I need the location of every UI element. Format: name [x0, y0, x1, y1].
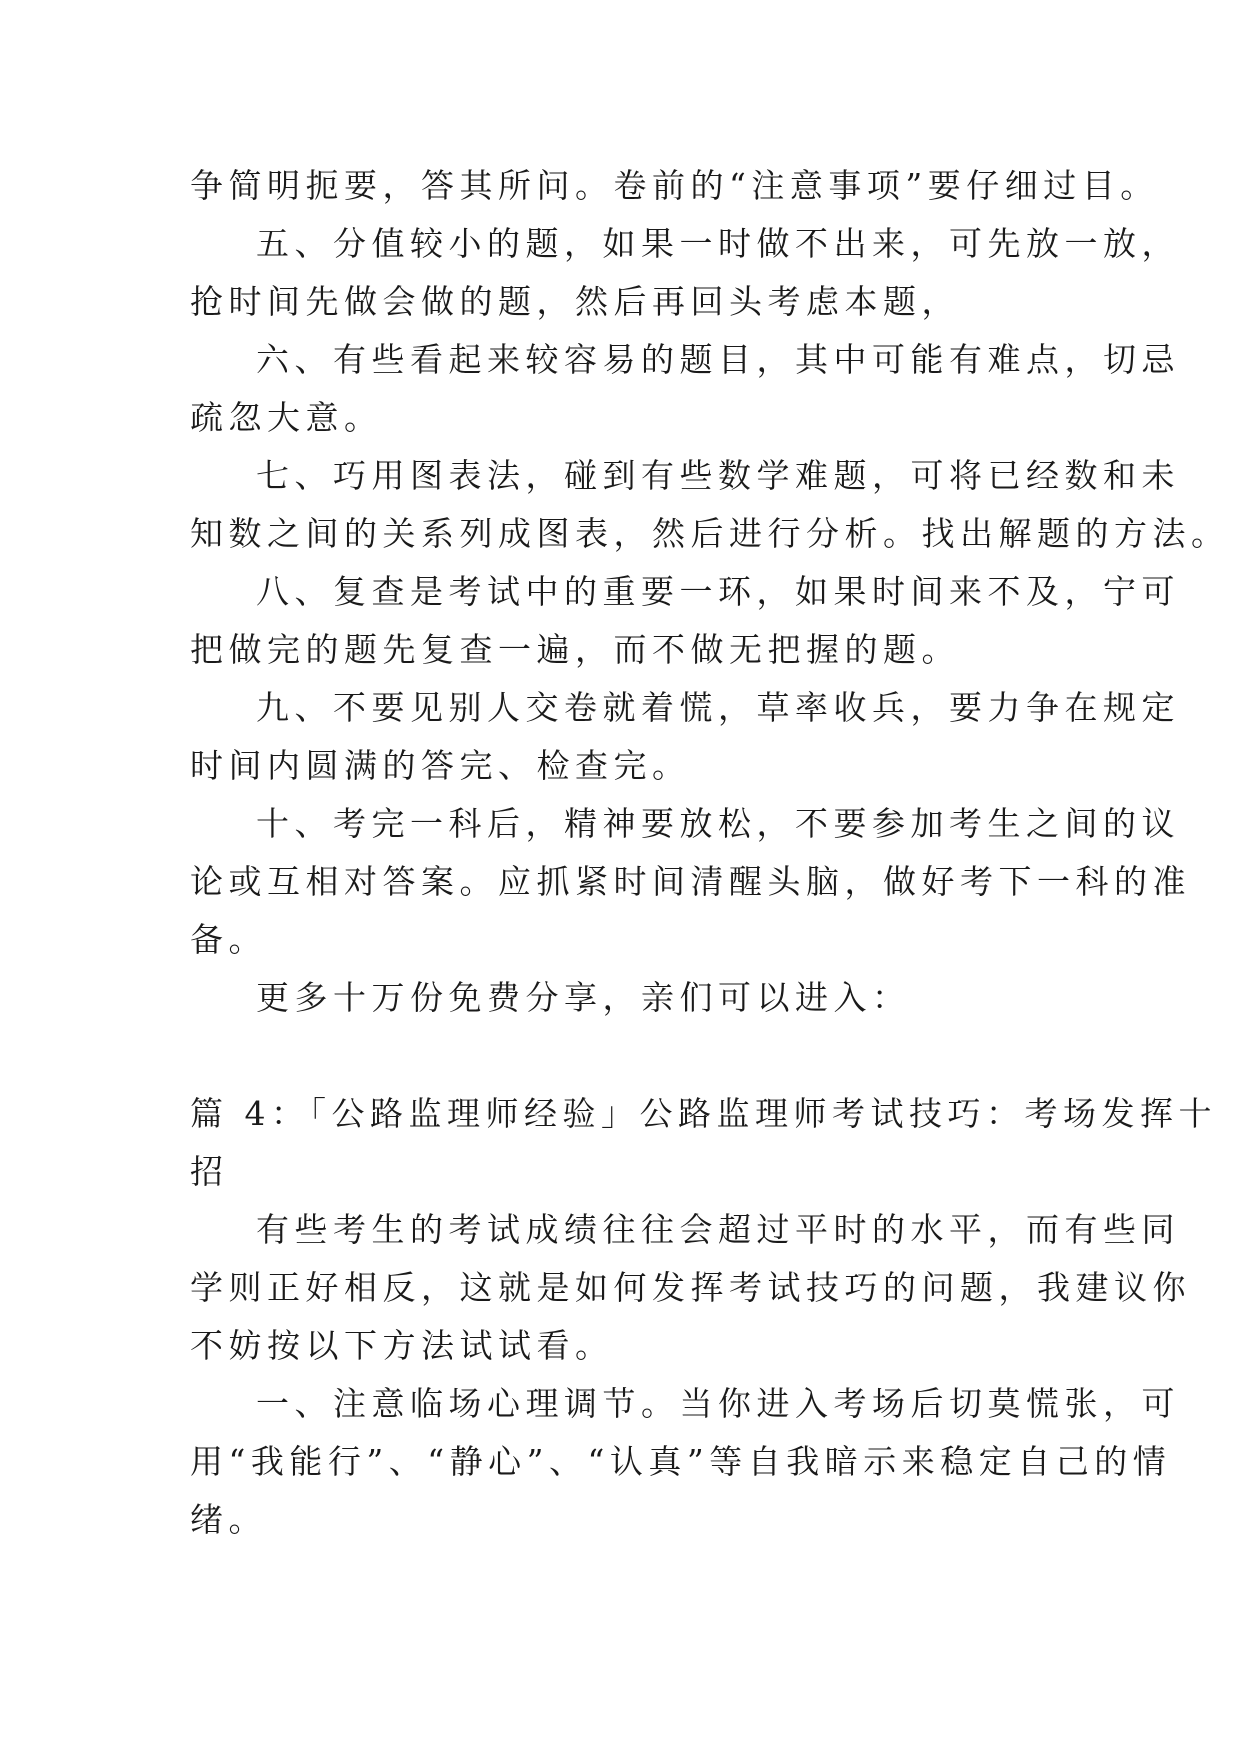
text-line: 五、分值较小的题，如果一时做不出来，可先放一放，	[256, 224, 1180, 263]
text-line: 有些考生的考试成绩往往会超过平时的水平，而有些同	[256, 1210, 1180, 1249]
text-line: 七、巧用图表法，碰到有些数学难题，可将已经数和未	[256, 456, 1180, 495]
text-line: 论或互相对答案。应抓紧时间清醒头脑，做好考下一科的准	[190, 862, 1191, 901]
text-line: 抢时间先做会做的题，然后再回头考虑本题，	[190, 282, 960, 321]
text-line: 十、考完一科后，精神要放松，不要参加考生之间的议	[256, 804, 1180, 843]
text-line: 时间内圆满的答完、检查完。	[190, 746, 691, 785]
text-line: 备。	[190, 920, 267, 959]
text-line: 更多十万份免费分享，亲们可以进入：	[256, 978, 911, 1017]
section-heading: 篇 4：「公路监理师经验」公路监理师考试技巧：考场发挥十	[190, 1094, 1217, 1133]
text-line: 九、不要见别人交卷就着慌，草率收兵，要力争在规定	[256, 688, 1180, 727]
section-heading-continued: 招	[190, 1152, 229, 1191]
text-line: 把做完的题先复查一遍，而不做无把握的题。	[190, 630, 960, 669]
text-line: 知数之间的关系列成图表，然后进行分析。找出解题的方法。	[190, 514, 1230, 553]
text-line: 不妨按以下方法试试看。	[190, 1326, 614, 1365]
text-line: 疏忽大意。	[190, 398, 383, 437]
text-line: 学则正好相反，这就是如何发挥考试技巧的问题，我建议你	[190, 1268, 1191, 1307]
text-line: 争简明扼要，答其所问。卷前的“注意事项”要仔细过目。	[190, 166, 1159, 205]
text-line: 八、复查是考试中的重要一环，如果时间来不及，宁可	[256, 572, 1180, 611]
text-line: 六、有些看起来较容易的题目，其中可能有难点，切忌	[256, 340, 1180, 379]
text-line: 用“我能行”、“静心”、“认真”等自我暗示来稳定自己的情	[190, 1442, 1172, 1481]
text-line: 一、注意临场心理调节。当你进入考场后切莫慌张，可	[256, 1384, 1180, 1423]
text-line: 绪。	[190, 1500, 267, 1539]
